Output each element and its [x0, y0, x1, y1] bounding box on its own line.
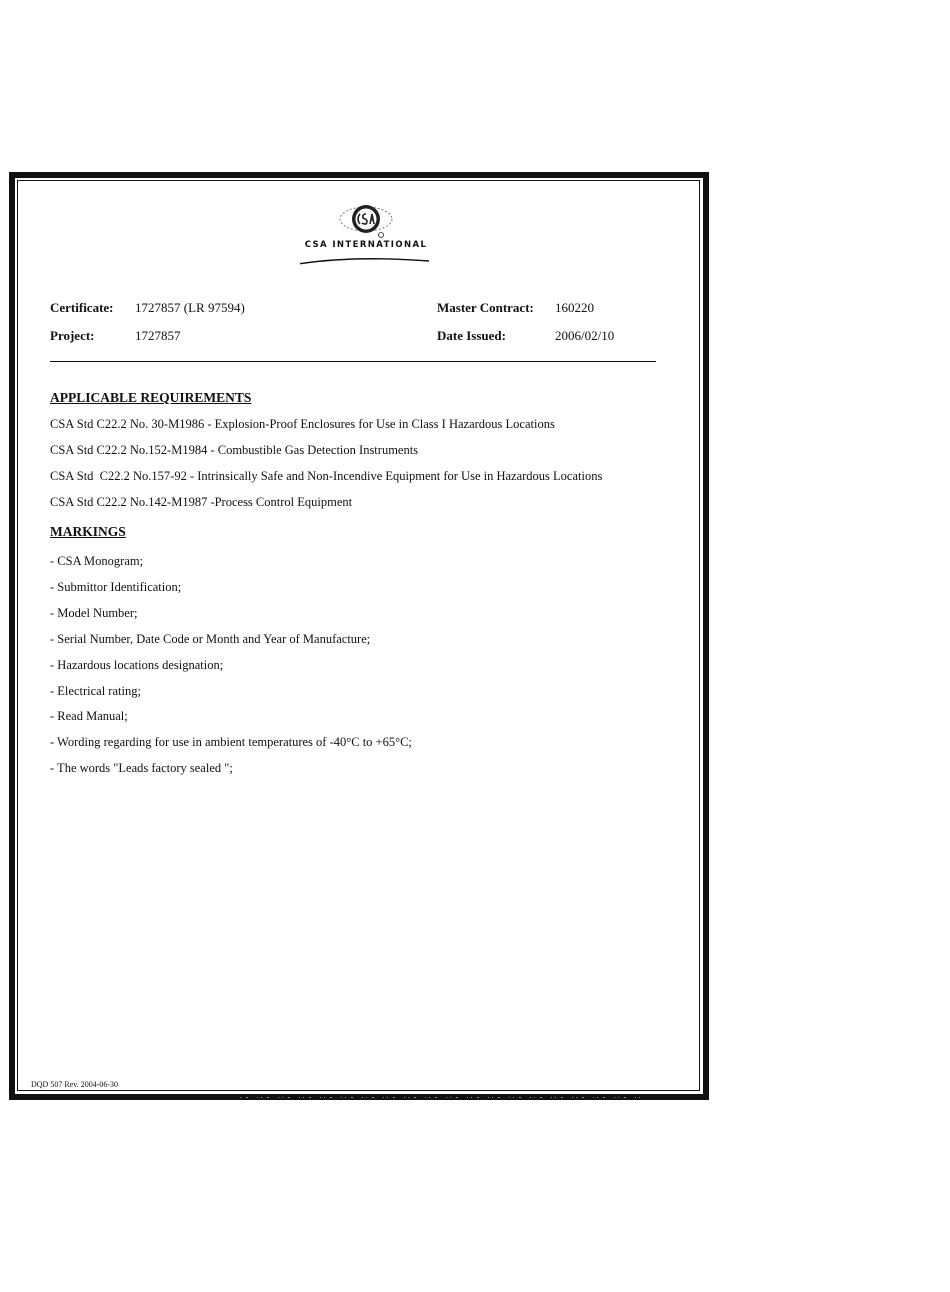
certificate-label: Certificate: — [50, 300, 114, 315]
master-contract-label: Master Contract: — [437, 300, 534, 315]
marking-item: - Submittor Identification; — [50, 580, 182, 594]
form-code: DQD 507 Rev. 2004-06-30 — [31, 1080, 119, 1089]
marking-item: - Read Manual; — [50, 709, 128, 723]
applicable-requirements-heading: APPLICABLE REQUIREMENTS — [50, 390, 252, 405]
header-divider — [50, 361, 656, 362]
markings-heading: MARKINGS — [50, 524, 126, 539]
master-contract-value: 160220 — [555, 300, 594, 315]
logo-swoosh — [300, 254, 432, 266]
marking-item: - Hazardous locations designation; — [50, 658, 224, 672]
requirement-item: CSA Std C22.2 No.142-M1987 -Process Control Equipment — [50, 495, 353, 509]
certificate-value: 1727857 (LR 97594) — [135, 300, 245, 315]
logo-text: CSA INTERNATIONAL — [304, 240, 428, 250]
requirement-item: CSA Std C22.2 No. 30-M1986 - Explosion-Proof Enclosures for Use in Class I Hazardous Locations — [50, 417, 555, 431]
marking-item: - Electrical rating; — [50, 684, 141, 698]
scan-speckle — [240, 1096, 640, 1099]
date-issued-value: 2006/02/10 — [555, 328, 615, 343]
project-value: 1727857 — [135, 328, 181, 343]
csa-logo — [300, 200, 432, 270]
requirement-item: CSA Std C22.2 No.152-M1984 - Combustible Gas Detection Instruments — [50, 443, 419, 457]
project-label: Project: — [50, 328, 95, 343]
marking-item: - Model Number; — [50, 606, 138, 620]
marking-item: - CSA Monogram; — [50, 554, 144, 568]
marking-item: - Serial Number, Date Code or Month and Year of Manufacture; — [50, 632, 371, 646]
marking-item: - The words "Leads factory sealed "; — [50, 761, 233, 775]
csa-monogram-icon — [300, 200, 432, 240]
marking-item: - Wording regarding for use in ambient temperatures of -40°C to +65°C; — [50, 735, 412, 749]
requirement-item: CSA Std C22.2 No.157-92 - Intrinsically Safe and Non-Incendive Equipment for Use in Hazardous Locations — [50, 469, 603, 483]
date-issued-label: Date Issued: — [437, 328, 506, 343]
